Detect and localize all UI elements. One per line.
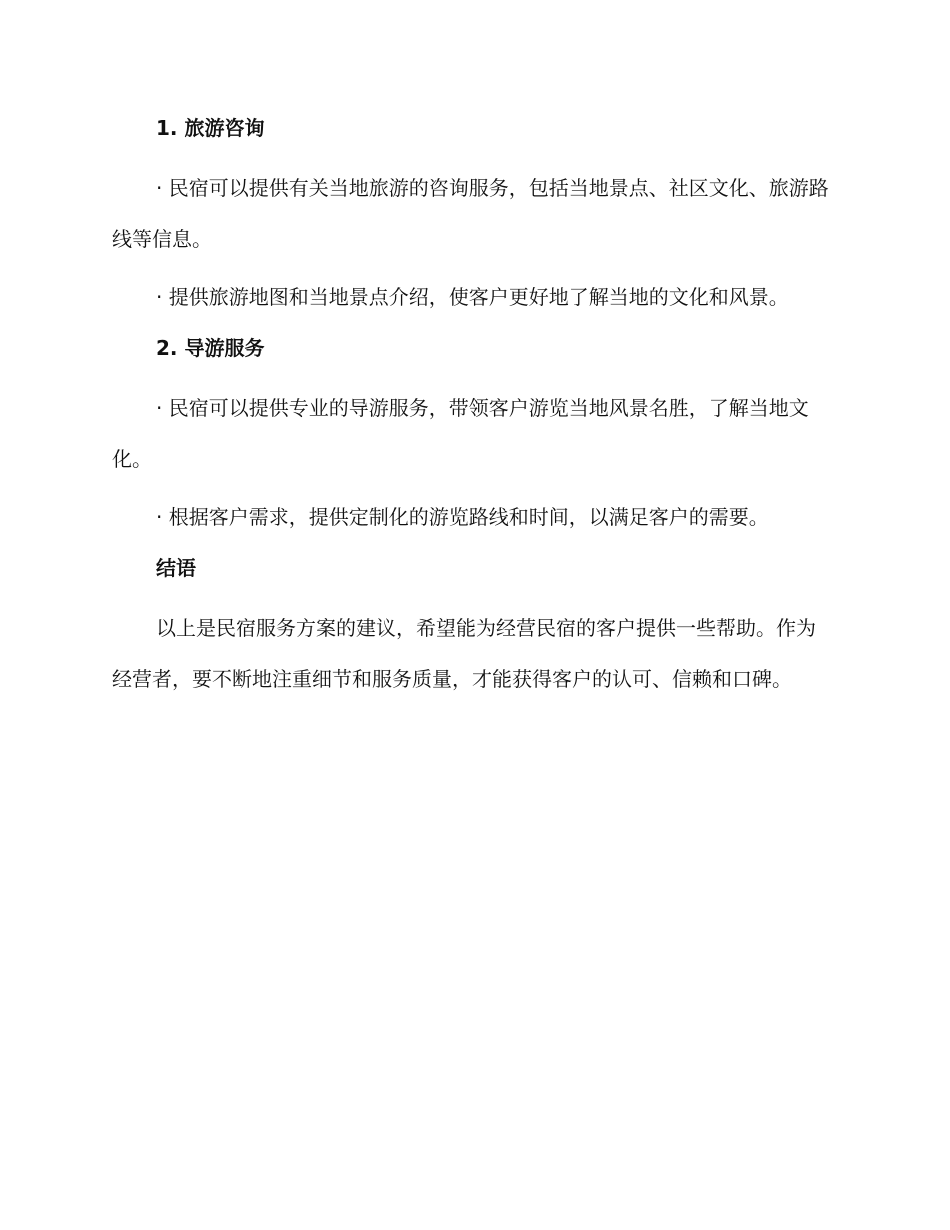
paragraph-professional-guide: · 民宿可以提供专业的导游服务，带领客户游览当地风景名胜，了解当地文化。 (112, 396, 809, 471)
paragraph-map-and-attractions: · 提供旅游地图和当地景点介绍，使客户更好地了解当地的文化和风景。 (156, 285, 789, 309)
paragraph-consulting-service: · 民宿可以提供有关当地旅游的咨询服务，包括当地景点、社区文化、旅游路线等信息。 (112, 176, 829, 251)
section-heading-guide-service: 2. 导游服务 (156, 336, 265, 360)
paragraph-custom-route: · 根据客户需求，提供定制化的游览路线和时间，以满足客户的需要。 (156, 505, 769, 529)
section-heading-tourism-consulting: 1. 旅游咨询 (156, 116, 265, 140)
document-page (112, 110, 832, 705)
section-heading-conclusion: 结语 (156, 556, 196, 580)
paragraph-conclusion: 以上是民宿服务方案的建议，希望能为经营民宿的客户提供一些帮助。作为经营者，要不断地注重细节和服务质量，才能获得客户的认可、信赖和口碑。 (112, 616, 816, 691)
